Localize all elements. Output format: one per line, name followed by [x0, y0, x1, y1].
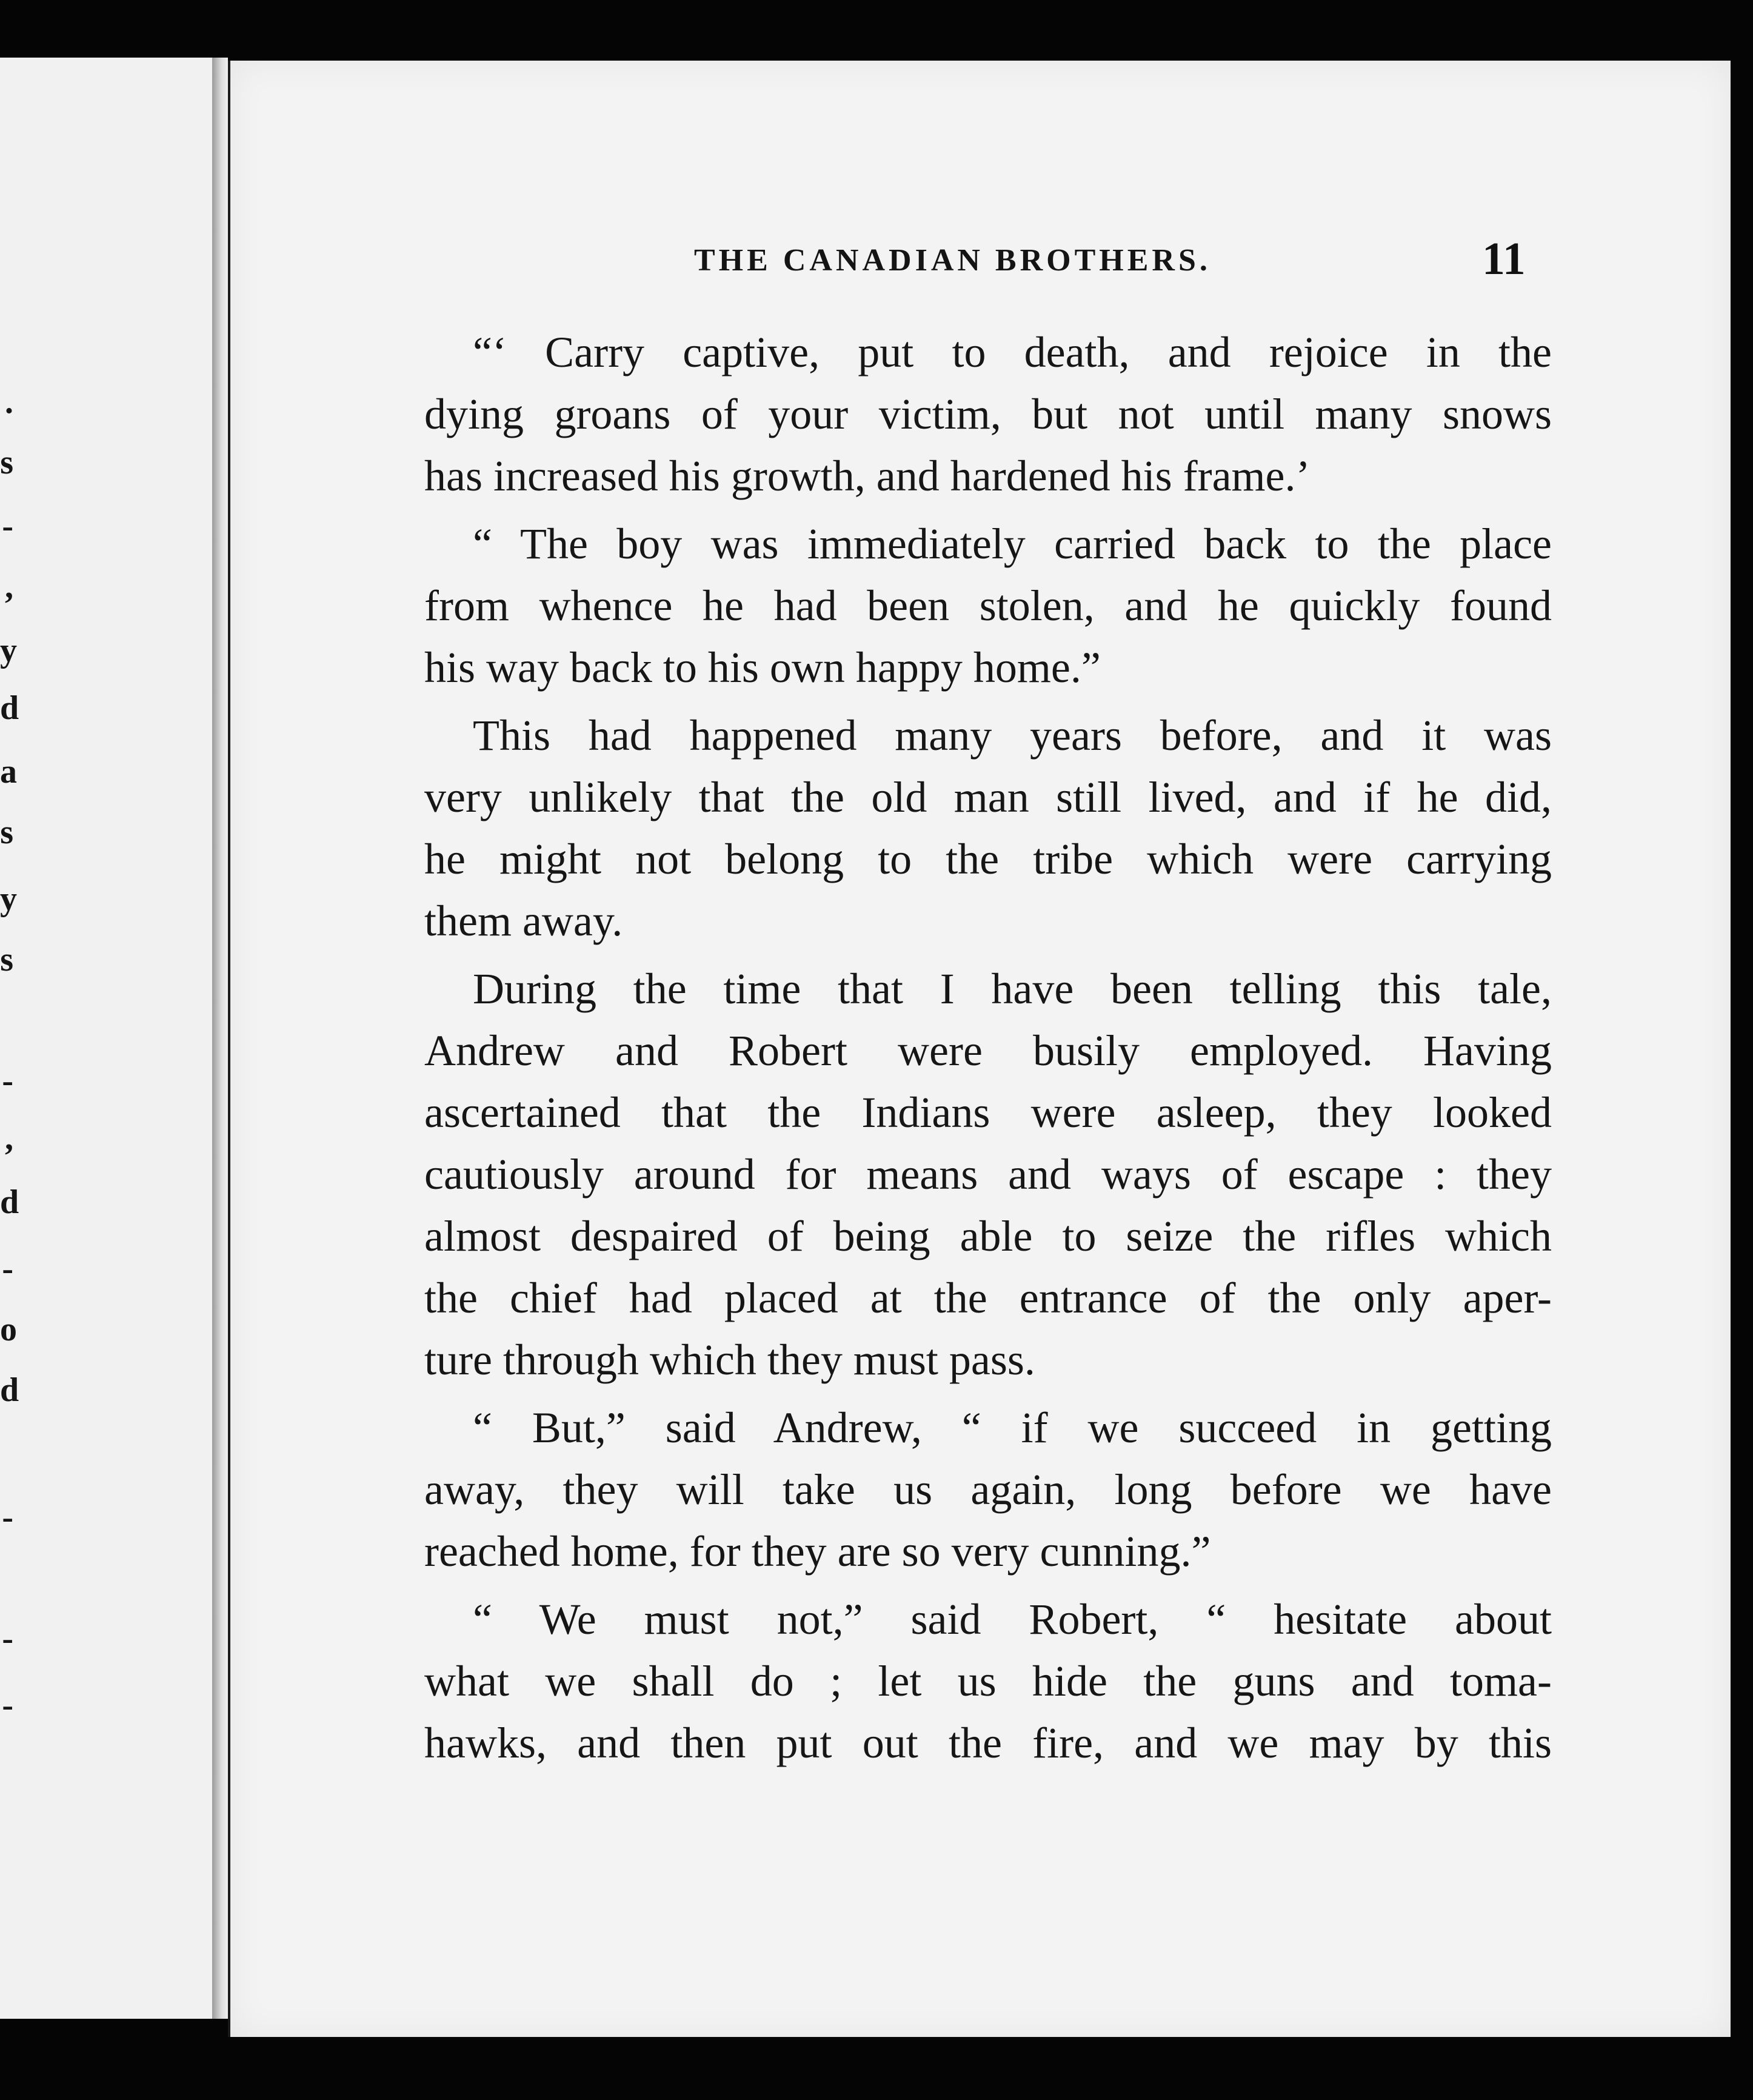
- paragraph: [424, 513, 1552, 698]
- paragraph: [424, 704, 1552, 952]
- page-number: 11: [1482, 233, 1526, 284]
- body-text: [424, 321, 1552, 1774]
- text-line: This had happened many years before, and it was: [473, 711, 1552, 760]
- left-page-fragment: -: [2, 1062, 13, 1100]
- text-line: almost despaired of being able to seize the rifles which: [424, 1212, 1552, 1260]
- left-page-fragment: -: [2, 1499, 13, 1536]
- book-page: [228, 61, 1731, 2037]
- left-page-fragment: -: [2, 1250, 13, 1288]
- text-line: ascertained that the Indians were asleep, they looked: [424, 1088, 1552, 1137]
- left-page-fragment: s: [0, 941, 13, 978]
- left-page-fragment: -: [2, 1687, 13, 1724]
- text-line: hawks, and then put out the fire, and we may by this: [424, 1719, 1552, 1767]
- left-page-fragment: -: [2, 507, 13, 545]
- left-page-fragment: ,: [5, 1120, 13, 1157]
- paragraph: [424, 1397, 1552, 1582]
- left-page-fragment: s: [0, 814, 13, 851]
- left-page-edge: [0, 58, 214, 2019]
- text-line: from whence he had been stolen, and he quickly found: [424, 581, 1552, 630]
- text-line: “‘ Carry captive, put to death, and rejoice in the: [473, 328, 1552, 376]
- text-line: away, they will take us again, long before we have: [424, 1465, 1552, 1514]
- text-line: ture through which they must pass.: [424, 1336, 1035, 1384]
- left-page-fragment: d: [0, 1183, 19, 1221]
- left-page-fragment: s: [0, 444, 13, 481]
- text-line: reached home, for they are so very cunning.”: [424, 1527, 1211, 1576]
- paragraph: [424, 321, 1552, 507]
- text-line: his way back to his own happy home.”: [424, 643, 1101, 692]
- left-page-fragment: .: [5, 383, 13, 421]
- left-page-fragment: -: [2, 1620, 13, 1657]
- text-line: “ We must not,” said Robert, “ hesitate about: [473, 1595, 1552, 1644]
- text-line: the chief had placed at the entrance of the only aper-: [424, 1274, 1552, 1322]
- left-page-fragment: y: [0, 632, 17, 669]
- text-line: what we shall do ; let us hide the guns and toma-: [424, 1657, 1552, 1705]
- text-line: cautiously around for means and ways of escape : they: [424, 1150, 1552, 1199]
- left-page-fragment: d: [0, 689, 19, 727]
- left-page-fragment: o: [0, 1311, 17, 1348]
- text-line: very unlikely that the old man still lived, and if he did,: [424, 773, 1552, 821]
- running-head: THE CANADIAN BROTHERS.: [694, 243, 1211, 278]
- left-page-fragment: a: [0, 753, 17, 791]
- text-line: dying groans of your victim, but not until many snows: [424, 390, 1552, 438]
- text-line: “ The boy was immediately carried back to the place: [473, 520, 1552, 568]
- left-page-fragment: d: [0, 1371, 19, 1409]
- paragraph: [424, 958, 1552, 1391]
- left-page-fragment: ,: [5, 568, 13, 606]
- text-line: Andrew and Robert were busily employed. Having: [424, 1026, 1552, 1075]
- text-line: “ But,” said Andrew, “ if we succeed in getting: [473, 1403, 1552, 1452]
- left-page-fragment: y: [0, 880, 17, 918]
- text-line: has increased his growth, and hardened his frame.’: [424, 452, 1311, 500]
- paragraph: [424, 1588, 1552, 1774]
- text-line: them away.: [424, 897, 623, 945]
- text-line: During the time that I have been telling this tale,: [473, 965, 1552, 1013]
- text-line: he might not belong to the tribe which were carrying: [424, 835, 1552, 883]
- book-gutter: [212, 58, 228, 2019]
